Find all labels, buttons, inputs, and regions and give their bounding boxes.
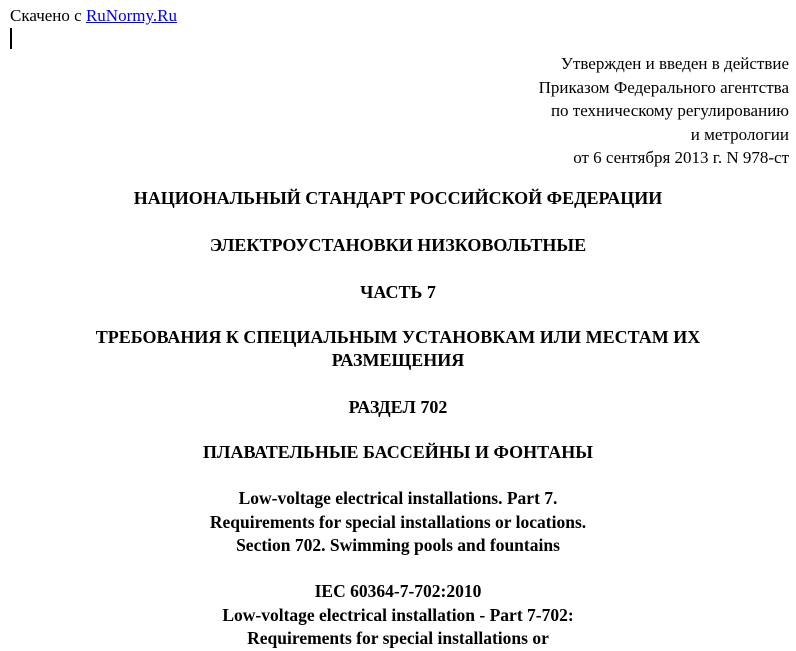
approval-line: по техническому регулированию xyxy=(550,101,789,120)
approval-line: от 6 сентября 2013 г. N 978-ст xyxy=(573,148,789,167)
iec-line: IEC 60364-7-702:2010 xyxy=(314,581,482,601)
standard-title: ЭЛЕКТРОУСТАНОВКИ НИЗКОВОЛЬТНЫЕ xyxy=(209,235,587,255)
subject-heading: ПЛАВАТЕЛЬНЫЕ БАССЕЙНЫ И ФОНТАНЫ xyxy=(203,442,593,462)
iec-block xyxy=(0,580,796,651)
section-heading: РАЗДЕЛ 702 xyxy=(348,397,448,417)
english-title-line: Section 702. Swimming pools and fountains xyxy=(236,535,560,555)
approval-line: и метрологии xyxy=(690,124,789,144)
runormy-link[interactable]: RuNormy.Ru xyxy=(85,6,177,25)
approval-line: Приказом Федерального агентства xyxy=(538,77,789,97)
english-title-line: Requirements for special installations or locations. xyxy=(209,511,587,532)
national-standard-heading: НАЦИОНАЛЬНЫЙ СТАНДАРТ РОССИЙСКОЙ ФЕДЕРАЦИИ xyxy=(133,188,663,208)
approval-line: Утвержден и введен в действие xyxy=(560,54,789,73)
text-cursor xyxy=(10,28,12,49)
requirements-line: ТРЕБОВАНИЯ К СПЕЦИАЛЬНЫМ УСТАНОВКАМ ИЛИ МЕСТАМ ИХ xyxy=(95,327,701,347)
download-source-line xyxy=(10,6,177,26)
iec-line: Requirements for special installations or xyxy=(247,628,549,648)
requirements-line: РАЗМЕЩЕНИЯ xyxy=(331,350,465,370)
approval-block xyxy=(539,52,789,170)
part-heading: ЧАСТЬ 7 xyxy=(360,282,436,302)
english-title-line: Low-voltage electrical installations. Part 7. xyxy=(238,488,558,508)
iec-line: Low-voltage electrical installation - Part 7-702: xyxy=(222,604,574,625)
english-title-block xyxy=(0,487,796,558)
requirements-heading xyxy=(0,326,796,372)
source-prefix: Скачено с xyxy=(10,6,86,25)
